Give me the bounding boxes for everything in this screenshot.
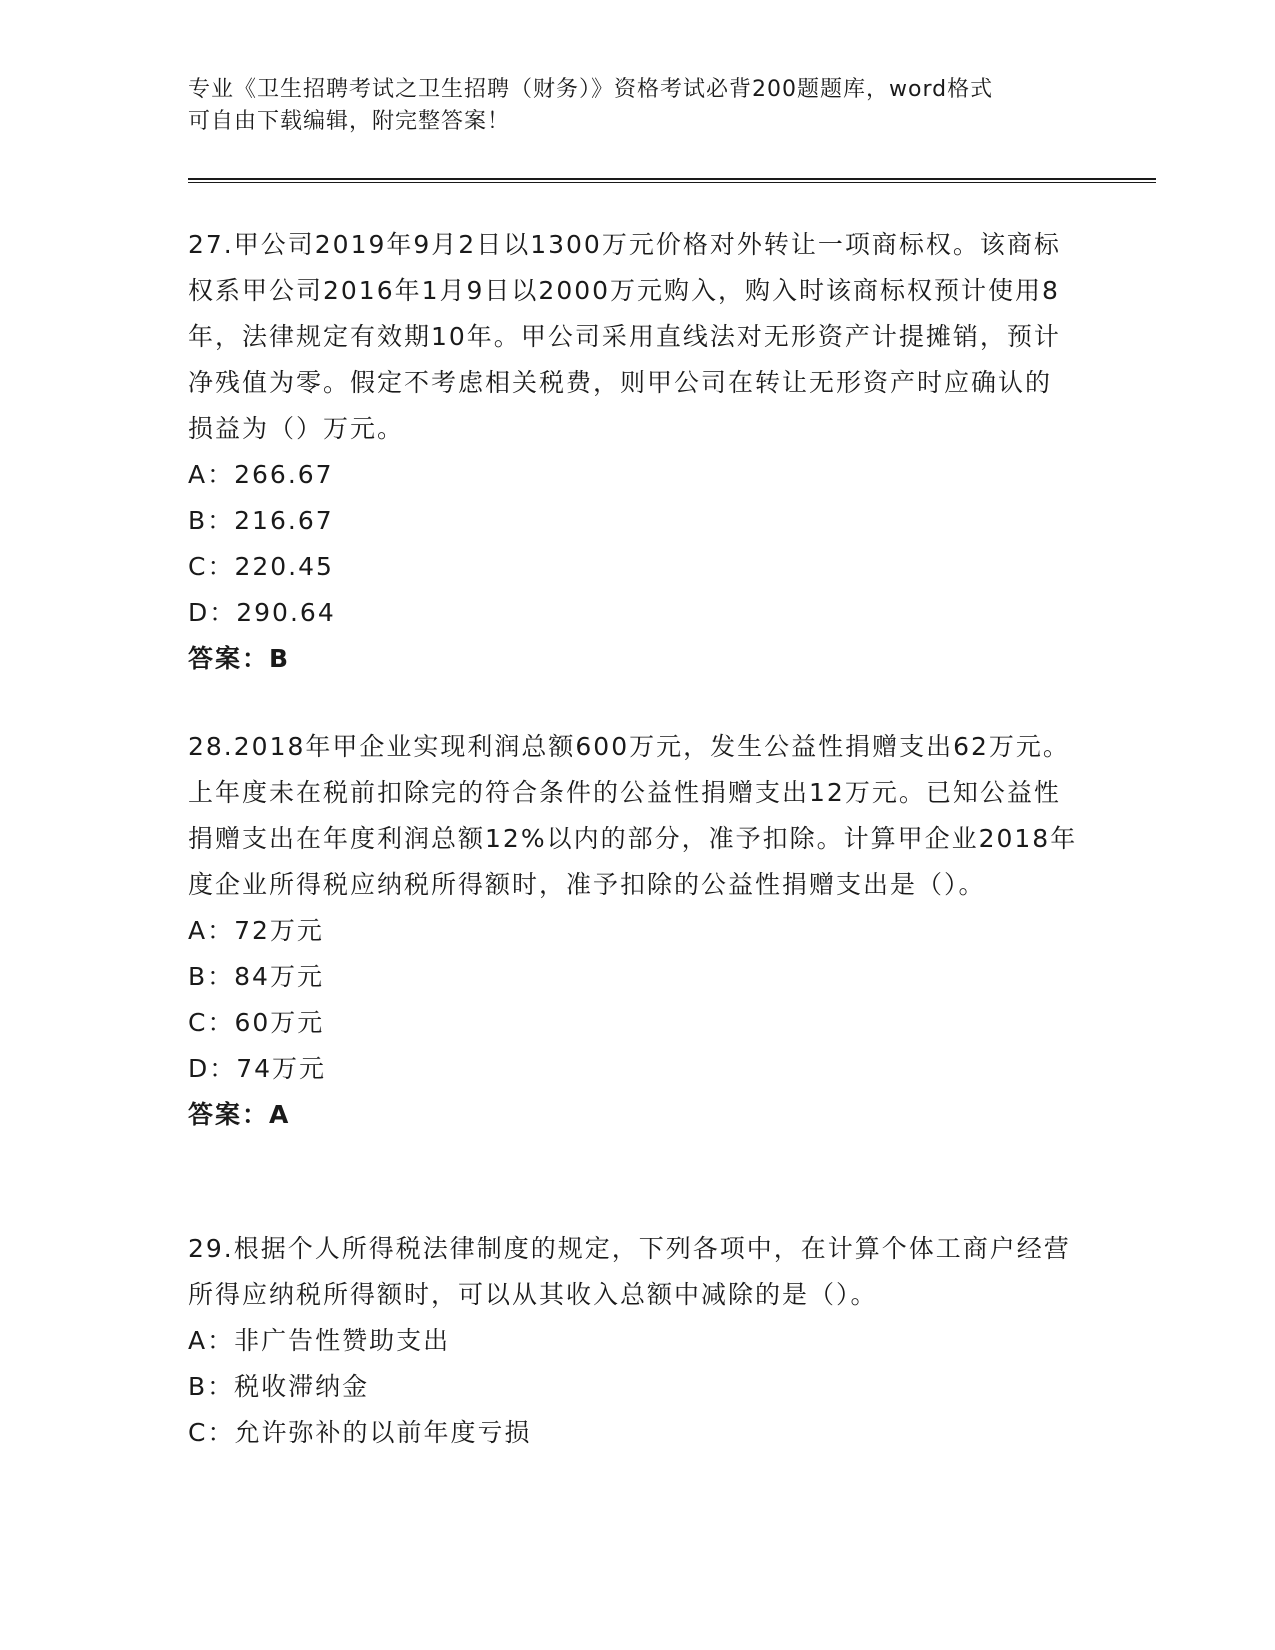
option-a: A：72万元 bbox=[188, 916, 324, 945]
answer: 答案：A bbox=[188, 1100, 291, 1129]
option-b: B：税收滞纳金 bbox=[188, 1372, 370, 1401]
option-b: B：216.67 bbox=[188, 506, 334, 535]
header-line-2: 可自由下载编辑，附完整答案！ bbox=[188, 109, 511, 134]
answer: 答案：B bbox=[188, 644, 291, 673]
option-d: D：290.64 bbox=[188, 598, 336, 627]
question-28 bbox=[188, 724, 1078, 1138]
option-a: A：266.67 bbox=[188, 460, 334, 489]
option-b: B：84万元 bbox=[188, 962, 324, 991]
header-line-1: 专业《卫生招聘考试之卫生招聘（财务）》资格考试必背200题题库，word格式 bbox=[188, 77, 994, 102]
question-stem: 28.2018年甲企业实现利润总额600万元，发生公益性捐赠支出62万元。上年度未在税前扣除完的符合条件的公益性捐赠支出12万元。已知公益性捐赠支出在年度利润总额12%以内的部分，准予扣除。计算甲企业2018年度企业所得税应纳税所得额时，准予扣除的公益性捐赠支出是（）。 bbox=[188, 732, 1078, 899]
option-a: A：非广告性赞助支出 bbox=[188, 1326, 451, 1355]
option-d: D：74万元 bbox=[188, 1054, 327, 1083]
option-c: C：允许弥补的以前年度亏损 bbox=[188, 1418, 532, 1447]
question-stem: 27.甲公司2019年9月2日以1300万元价格对外转让一项商标权。该商标权系甲公司2016年1月9日以2000万元购入，购入时该商标权预计使用8年，法律规定有效期10年。甲公司采用直线法对无形资产计提摊销，预计净残值为零。假定不考虑相关税费，则甲公司在转让无形资产时应确认的损益为（）万元。 bbox=[188, 230, 1061, 443]
header-divider bbox=[188, 178, 1156, 183]
question-27 bbox=[188, 222, 1078, 682]
option-c: C：220.45 bbox=[188, 552, 334, 581]
question-stem: 29.根据个人所得税法律制度的规定，下列各项中，在计算个体工商户经营所得应纳税所得额时，可以从其收入总额中减除的是（）。 bbox=[188, 1234, 1071, 1309]
option-c: C：60万元 bbox=[188, 1008, 325, 1037]
question-29 bbox=[188, 1226, 1078, 1456]
document-header bbox=[188, 74, 1068, 138]
